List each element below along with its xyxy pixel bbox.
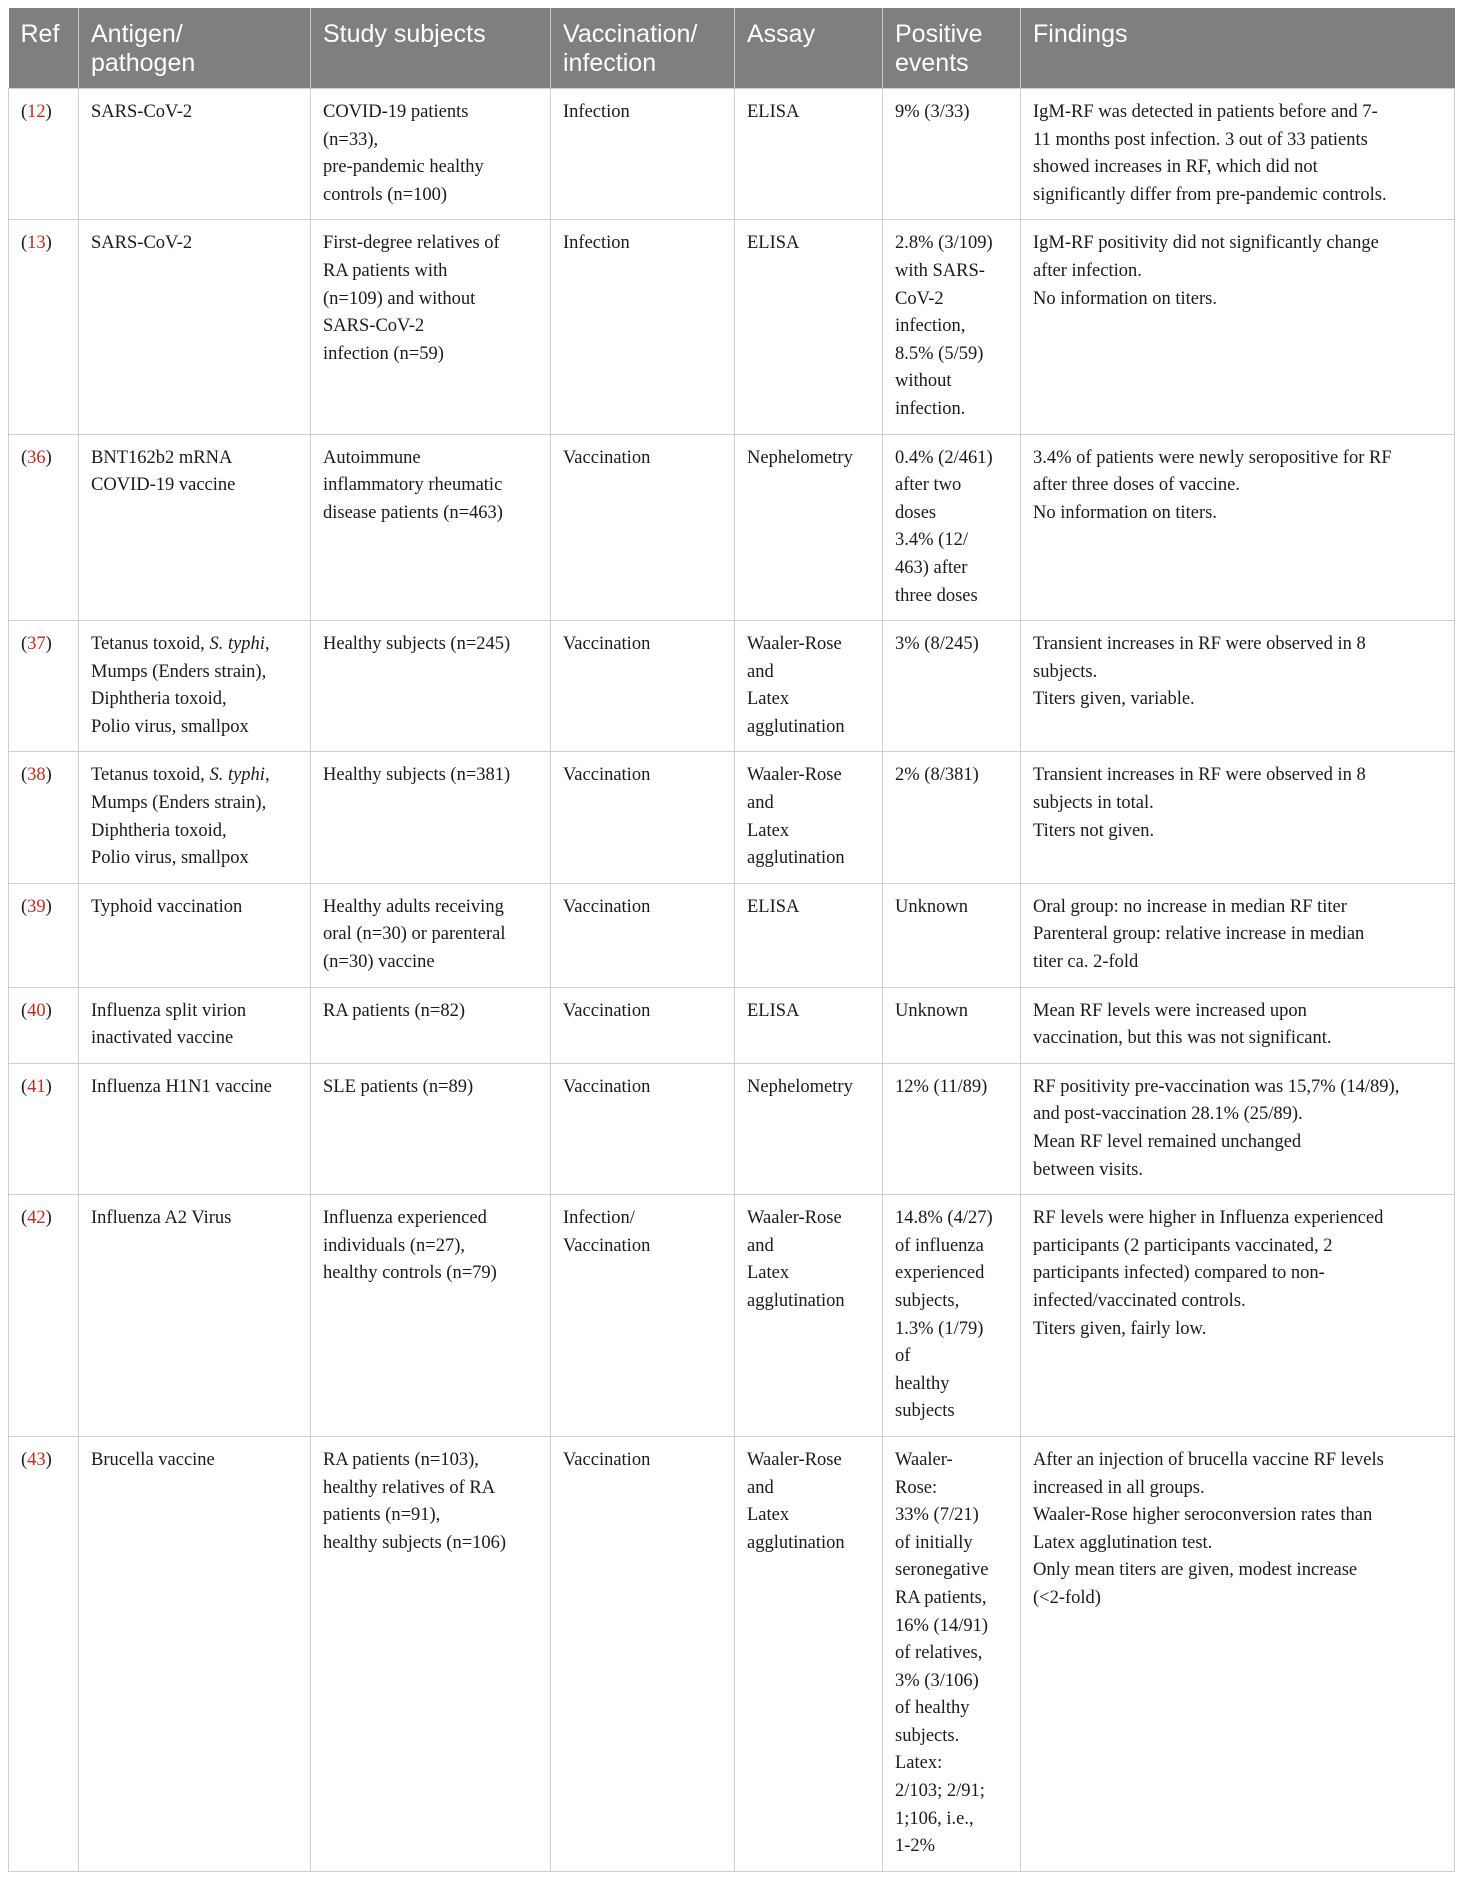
assay-cell: ELISA — [735, 987, 883, 1063]
header-positive: Positive events — [883, 8, 1021, 89]
subjects-cell: Healthy adults receiving oral (n=30) or parenteral (n=30) vaccine — [311, 883, 551, 987]
assay-cell: ELISA — [735, 883, 883, 987]
antigen-cell: Influenza H1N1 vaccine — [79, 1063, 311, 1194]
table-row — [9, 220, 1455, 434]
ref-link[interactable]: 42 — [27, 1208, 46, 1229]
table-row — [9, 89, 1455, 220]
ref-link[interactable]: 41 — [27, 1076, 46, 1097]
positive-events-cell: 3% (8/245) — [883, 621, 1021, 752]
subjects-cell: RA patients (n=103), healthy relatives of RA patients (n=91), healthy subjects (n=106) — [311, 1436, 551, 1871]
antigen-cell: Typhoid vaccination — [79, 883, 311, 987]
antigen-cell: Tetanus toxoid, S. typhi, Mumps (Enders strain), Diphtheria toxoid, Polio virus, smallpox — [79, 752, 311, 883]
positive-events-cell: Waaler- Rose: 33% (7/21) of initially seronegative RA patients, 16% (14/91) of relatives, 3% (3/106) of healthy subjects. Latex: 2/103; 2/91; 1;106, i.e., 1-2% — [883, 1436, 1021, 1871]
header-assay: Assay — [735, 8, 883, 89]
paren: ) — [45, 233, 52, 254]
table-row — [9, 434, 1455, 621]
header-vaccination: Vaccination/ infection — [551, 8, 735, 89]
paren: ) — [45, 1208, 52, 1229]
paren: ( — [21, 1449, 28, 1470]
antigen-cell: Influenza A2 Virus — [79, 1195, 311, 1437]
subjects-cell: First-degree relatives of RA patients with (n=109) and without SARS-CoV-2 infection (n=59) — [311, 220, 551, 434]
paren: ( — [21, 102, 28, 122]
positive-events-cell: 2.8% (3/109) with SARS- CoV-2 infection, 8.5% (5/59) without infection. — [883, 220, 1021, 434]
subjects-cell: SLE patients (n=89) — [311, 1063, 551, 1194]
ref-cell — [9, 89, 79, 220]
subjects-cell: Autoimmune inflammatory rheumatic disease patients (n=463) — [311, 434, 551, 621]
antigen-cell: BNT162b2 mRNA COVID-19 vaccine — [79, 434, 311, 621]
rf-studies-table — [8, 8, 1455, 1872]
findings-cell: IgM-RF was detected in patients before and 7- 11 months post infection. 3 out of 33 patients showed increases in RF, which did not significantly differ from pre-pandemic controls. — [1021, 89, 1455, 220]
header-antigen: Antigen/ pathogen — [79, 8, 311, 89]
assay-cell: ELISA — [735, 220, 883, 434]
paren: ( — [21, 233, 28, 254]
antigen-cell: Tetanus toxoid, S. typhi, Mumps (Enders strain), Diphtheria toxoid, Polio virus, smallpox — [79, 621, 311, 752]
findings-cell: RF positivity pre-vaccination was 15,7% (14/89), and post-vaccination 28.1% (25/89). Mean RF level remained unchanged between visits. — [1021, 1063, 1455, 1194]
assay-cell: Waaler-Rose and Latex agglutination — [735, 752, 883, 883]
paren: ( — [21, 447, 28, 468]
paren: ( — [21, 1076, 28, 1097]
ref-link[interactable]: 36 — [27, 447, 46, 468]
vaccination-cell: Infection — [551, 220, 735, 434]
positive-events-cell: 14.8% (4/27) of influenza experienced subjects, 1.3% (1/79) of healthy subjects — [883, 1195, 1021, 1437]
positive-events-cell: 2% (8/381) — [883, 752, 1021, 883]
table-row — [9, 1195, 1455, 1437]
antigen-cell: SARS-CoV-2 — [79, 89, 311, 220]
findings-cell: 3.4% of patients were newly seropositive for RF after three doses of vaccine. No information on titers. — [1021, 434, 1455, 621]
paren: ) — [45, 447, 52, 468]
vaccination-cell: Infection — [551, 89, 735, 220]
table-row — [9, 1436, 1455, 1871]
paren: ) — [45, 1449, 52, 1470]
organism-name: S. typhi — [209, 765, 265, 786]
paren: ( — [21, 765, 28, 786]
positive-events-cell: 12% (11/89) — [883, 1063, 1021, 1194]
paren: ( — [21, 634, 28, 655]
subjects-cell: Influenza experienced individuals (n=27), healthy controls (n=79) — [311, 1195, 551, 1437]
ref-cell — [9, 220, 79, 434]
vaccination-cell: Infection/ Vaccination — [551, 1195, 735, 1437]
paren: ) — [45, 765, 52, 786]
paren: ) — [45, 102, 52, 122]
paren: ( — [21, 1000, 28, 1021]
vaccination-cell: Vaccination — [551, 883, 735, 987]
positive-events-cell: Unknown — [883, 987, 1021, 1063]
subjects-cell: RA patients (n=82) — [311, 987, 551, 1063]
table-row — [9, 1063, 1455, 1194]
table-row — [9, 621, 1455, 752]
ref-cell — [9, 434, 79, 621]
findings-cell: Mean RF levels were increased upon vaccination, but this was not significant. — [1021, 987, 1455, 1063]
subjects-cell: Healthy subjects (n=245) — [311, 621, 551, 752]
table-body — [9, 89, 1455, 1872]
paren: ) — [45, 634, 52, 655]
findings-cell: IgM-RF positivity did not significantly change after infection. No information on titers. — [1021, 220, 1455, 434]
header-findings: Findings — [1021, 8, 1455, 89]
ref-link[interactable]: 12 — [27, 102, 46, 122]
findings-cell: Oral group: no increase in median RF titer Parenteral group: relative increase in median titer ca. 2-fold — [1021, 883, 1455, 987]
ref-cell — [9, 1063, 79, 1194]
findings-cell: Transient increases in RF were observed in 8 subjects in total. Titers not given. — [1021, 752, 1455, 883]
assay-cell: ELISA — [735, 89, 883, 220]
vaccination-cell: Vaccination — [551, 434, 735, 621]
findings-cell: RF levels were higher in Influenza experienced participants (2 participants vaccinated, 2 participants infected) compared to non- infected/vaccinated controls. Titers given, fairly low. — [1021, 1195, 1455, 1437]
vaccination-cell: Vaccination — [551, 987, 735, 1063]
antigen-cell: Influenza split virion inactivated vaccine — [79, 987, 311, 1063]
organism-name: S. typhi — [209, 634, 265, 655]
ref-cell — [9, 1436, 79, 1871]
table-row — [9, 883, 1455, 987]
ref-link[interactable]: 39 — [27, 896, 46, 917]
table-row — [9, 752, 1455, 883]
assay-cell: Nephelometry — [735, 1063, 883, 1194]
vaccination-cell: Vaccination — [551, 621, 735, 752]
vaccination-cell: Vaccination — [551, 752, 735, 883]
ref-cell — [9, 1195, 79, 1437]
paren: ( — [21, 1208, 28, 1229]
positive-events-cell: 9% (3/33) — [883, 89, 1021, 220]
assay-cell: Waaler-Rose and Latex agglutination — [735, 1195, 883, 1437]
paren: ) — [45, 896, 52, 917]
ref-cell — [9, 883, 79, 987]
antigen-cell: SARS-CoV-2 — [79, 220, 311, 434]
antigen-cell: Brucella vaccine — [79, 1436, 311, 1871]
assay-cell: Waaler-Rose and Latex agglutination — [735, 1436, 883, 1871]
positive-events-cell: 0.4% (2/461) after two doses 3.4% (12/ 463) after three doses — [883, 434, 1021, 621]
vaccination-cell: Vaccination — [551, 1063, 735, 1194]
ref-link[interactable]: 13 — [27, 233, 46, 254]
vaccination-cell: Vaccination — [551, 1436, 735, 1871]
paren: ) — [45, 1000, 52, 1021]
ref-cell — [9, 987, 79, 1063]
paren: ) — [45, 1076, 52, 1097]
subjects-cell: COVID-19 patients (n=33), pre-pandemic healthy controls (n=100) — [311, 89, 551, 220]
table-row — [9, 987, 1455, 1063]
ref-link[interactable]: 37 — [27, 634, 46, 655]
header-row — [9, 8, 1455, 89]
ref-cell — [9, 752, 79, 883]
subjects-cell: Healthy subjects (n=381) — [311, 752, 551, 883]
assay-cell: Nephelometry — [735, 434, 883, 621]
table-header — [9, 8, 1455, 89]
header-ref: Ref — [9, 8, 79, 89]
ref-cell — [9, 621, 79, 752]
assay-cell: Waaler-Rose and Latex agglutination — [735, 621, 883, 752]
positive-events-cell: Unknown — [883, 883, 1021, 987]
ref-link[interactable]: 43 — [27, 1449, 46, 1470]
findings-cell: Transient increases in RF were observed in 8 subjects. Titers given, variable. — [1021, 621, 1455, 752]
header-subjects: Study subjects — [311, 8, 551, 89]
ref-link[interactable]: 40 — [27, 1000, 46, 1021]
findings-cell: After an injection of brucella vaccine RF levels increased in all groups. Waaler-Rose higher seroconversion rates than Latex agglutination test. Only mean titers are given, modest increase (<2-fold) — [1021, 1436, 1455, 1871]
paren: ( — [21, 896, 28, 917]
ref-link[interactable]: 38 — [27, 765, 46, 786]
